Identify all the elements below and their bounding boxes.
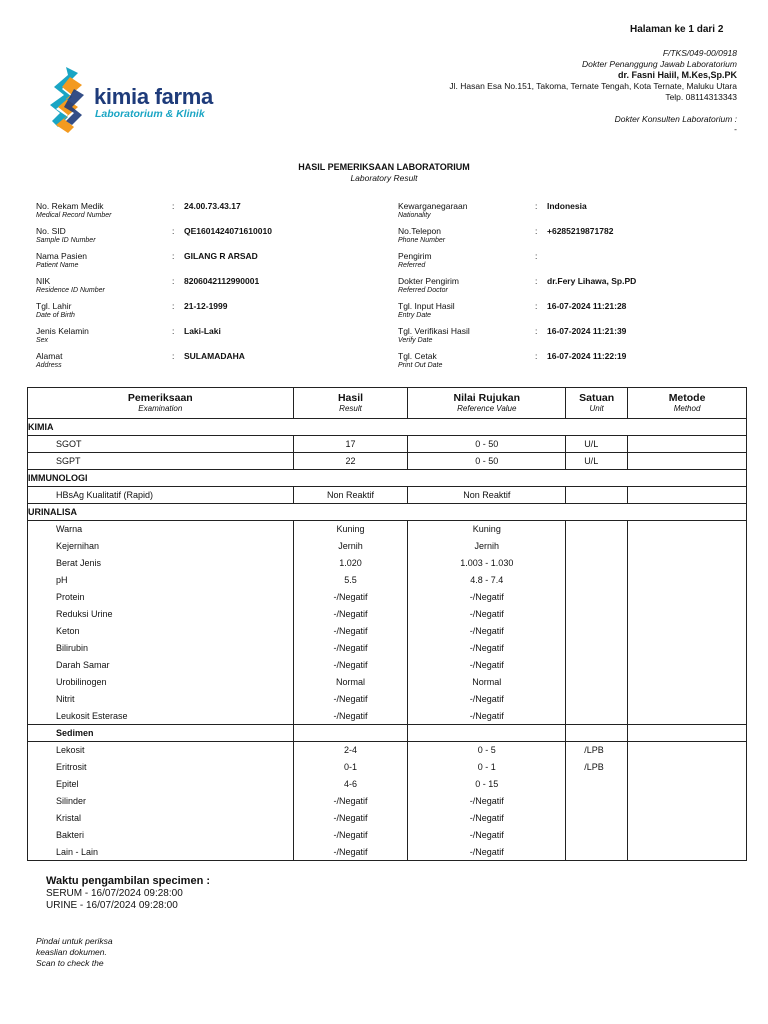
empty-cell — [408, 725, 566, 742]
info-sublabel: Patient Name — [36, 262, 79, 269]
info-sublabel: Print Out Date — [398, 362, 443, 369]
table-row — [28, 810, 747, 827]
table-row — [28, 521, 747, 538]
info-colon: : — [172, 301, 175, 311]
exam-unit: U/L — [566, 436, 628, 453]
exam-result: -/Negatif — [293, 640, 408, 657]
table-row — [28, 555, 747, 572]
info-colon: : — [172, 201, 175, 211]
exam-unit: /LPB — [566, 759, 628, 776]
exam-name: Kristal — [28, 810, 294, 827]
info-value: Indonesia — [547, 201, 587, 211]
exam-name: Nitrit — [28, 691, 294, 708]
exam-reference: Jernih — [408, 538, 566, 555]
exam-name: HBsAg Kualitatif (Rapid) — [28, 487, 294, 504]
exam-unit — [566, 623, 628, 640]
exam-result: 5.5 — [293, 572, 408, 589]
exam-reference: Non Reaktif — [408, 487, 566, 504]
result-table — [27, 387, 747, 861]
exam-method — [628, 827, 747, 844]
exam-unit — [566, 657, 628, 674]
exam-reference: 4.8 - 7.4 — [408, 572, 566, 589]
exam-method — [628, 589, 747, 606]
exam-method — [628, 521, 747, 538]
table-row — [28, 589, 747, 606]
exam-name: SGPT — [28, 453, 294, 470]
exam-unit — [566, 810, 628, 827]
exam-result: 17 — [293, 436, 408, 453]
info-label: Jenis Kelamin — [36, 326, 89, 336]
info-label: No. SID — [36, 226, 66, 236]
scan-note-line: keaslian dokumen. — [36, 947, 107, 957]
exam-reference: -/Negatif — [408, 657, 566, 674]
table-row — [28, 606, 747, 623]
table-row — [28, 657, 747, 674]
section-urinalisa — [28, 504, 747, 521]
header-method: Metode Method — [628, 388, 747, 419]
exam-result: 22 — [293, 453, 408, 470]
exam-result: -/Negatif — [293, 827, 408, 844]
exam-reference: Kuning — [408, 521, 566, 538]
table-row — [28, 623, 747, 640]
info-value: SULAMADAHA — [184, 351, 245, 361]
info-label: Pengirim — [398, 251, 432, 261]
table-row — [28, 691, 747, 708]
scan-note — [36, 936, 156, 969]
exam-method — [628, 708, 747, 725]
info-colon: : — [535, 326, 538, 336]
info-sublabel: Verify Date — [398, 337, 433, 344]
exam-name: Berat Jenis — [28, 555, 294, 572]
exam-name: Bakteri — [28, 827, 294, 844]
info-sublabel: Address — [36, 362, 62, 369]
info-value: 8206042112990001 — [184, 276, 260, 286]
info-label: Tgl. Input Hasil — [398, 301, 455, 311]
document-title: HASIL PEMERIKSAAN LABORATORIUM — [298, 162, 470, 172]
info-colon: : — [172, 326, 175, 336]
info-colon: : — [535, 351, 538, 361]
exam-unit — [566, 606, 628, 623]
exam-name: Reduksi Urine — [28, 606, 294, 623]
exam-name: SGOT — [28, 436, 294, 453]
exam-reference: -/Negatif — [408, 606, 566, 623]
exam-name: Protein — [28, 589, 294, 606]
exam-method — [628, 487, 747, 504]
exam-name: Leukosit Esterase — [28, 708, 294, 725]
info-sublabel: Nationality — [398, 212, 431, 219]
info-colon: : — [172, 276, 175, 286]
exam-method — [628, 572, 747, 589]
table-row — [28, 538, 747, 555]
info-colon: : — [535, 301, 538, 311]
empty-cell — [293, 725, 408, 742]
header-result: Hasil Result — [293, 388, 408, 419]
table-row — [28, 759, 747, 776]
exam-result: 4-6 — [293, 776, 408, 793]
page-number: Halaman ke 1 dari 2 — [630, 24, 724, 35]
document-subtitle: Laboratory Result — [350, 173, 418, 183]
exam-method — [628, 555, 747, 572]
exam-reference: 0 - 50 — [408, 436, 566, 453]
exam-name: Kejernihan — [28, 538, 294, 555]
info-sublabel: Date of Birth — [36, 312, 75, 319]
exam-result: 2-4 — [293, 742, 408, 759]
exam-method — [628, 759, 747, 776]
table-row — [28, 453, 747, 470]
table-row — [28, 572, 747, 589]
exam-reference: -/Negatif — [408, 827, 566, 844]
exam-unit — [566, 827, 628, 844]
empty-cell — [566, 725, 628, 742]
exam-unit — [566, 640, 628, 657]
exam-unit: U/L — [566, 453, 628, 470]
exam-name: Urobilinogen — [28, 674, 294, 691]
lab-doctor-name: dr. Fasni Haiil, M.Kes,Sp.PK — [617, 70, 737, 80]
exam-result: 1.020 — [293, 555, 408, 572]
exam-reference: -/Negatif — [408, 844, 566, 861]
info-colon: : — [535, 276, 538, 286]
exam-method — [628, 674, 747, 691]
info-sublabel: Referred Doctor — [398, 287, 448, 294]
info-label: Tgl. Cetak — [398, 351, 437, 361]
exam-unit — [566, 674, 628, 691]
exam-result: Non Reaktif — [293, 487, 408, 504]
info-colon: : — [535, 201, 538, 211]
info-label: Nama Pasien — [36, 251, 88, 261]
exam-result: -/Negatif — [293, 708, 408, 725]
exam-result: -/Negatif — [293, 793, 408, 810]
section-title: KIMIA — [28, 419, 747, 436]
info-value: 24.00.73.43.17 — [184, 201, 241, 211]
table-row — [28, 674, 747, 691]
info-colon: : — [535, 251, 538, 261]
section-title: IMMUNOLOGI — [28, 470, 747, 487]
table-header-row — [28, 388, 747, 419]
exam-reference: 1.003 - 1.030 — [408, 555, 566, 572]
kimia-farma-logo-icon — [48, 63, 90, 137]
info-value: GILANG R ARSAD — [184, 251, 258, 261]
table-row — [28, 708, 747, 725]
info-value: 16-07-2024 11:21:39 — [547, 326, 627, 336]
exam-name: Silinder — [28, 793, 294, 810]
exam-reference: -/Negatif — [408, 623, 566, 640]
header-examination: Pemeriksaan Examination — [28, 388, 294, 419]
info-value: 16-07-2024 11:21:28 — [547, 301, 627, 311]
exam-unit — [566, 844, 628, 861]
info-label: No. Rekam Medik — [36, 201, 104, 211]
table-row — [28, 827, 747, 844]
table-row — [28, 640, 747, 657]
table-row — [28, 844, 747, 861]
exam-name: Bilirubin — [28, 640, 294, 657]
exam-unit — [566, 538, 628, 555]
info-label: Tgl. Lahir — [36, 301, 72, 311]
scan-note-line: Pindai untuk periksa — [36, 936, 113, 946]
info-sublabel: Entry Date — [398, 312, 432, 319]
exam-reference: -/Negatif — [408, 589, 566, 606]
info-value: 16-07-2024 11:22:19 — [547, 351, 627, 361]
info-label: No.Telepon — [398, 226, 442, 236]
exam-reference: -/Negatif — [408, 793, 566, 810]
info-value: 21-12-1999 — [184, 301, 228, 311]
exam-unit — [566, 572, 628, 589]
exam-reference: 0 - 1 — [408, 759, 566, 776]
info-value: QE1601424071610010 — [184, 226, 272, 236]
info-colon: : — [172, 251, 175, 261]
exam-method — [628, 436, 747, 453]
exam-unit — [566, 708, 628, 725]
exam-name: pH — [28, 572, 294, 589]
specimen-serum: SERUM - 16/07/2024 09:28:00 — [46, 888, 183, 899]
exam-reference: 0 - 50 — [408, 453, 566, 470]
info-sublabel: Residence ID Number — [36, 287, 105, 294]
exam-name: Epitel — [28, 776, 294, 793]
exam-result: Jernih — [293, 538, 408, 555]
exam-result: -/Negatif — [293, 657, 408, 674]
exam-unit: /LPB — [566, 742, 628, 759]
info-colon: : — [535, 226, 538, 236]
specimen-urine: URINE - 16/07/2024 09:28:00 — [46, 900, 178, 911]
exam-unit — [566, 521, 628, 538]
exam-method — [628, 742, 747, 759]
exam-method — [628, 810, 747, 827]
table-row — [28, 436, 747, 453]
table-row — [28, 487, 747, 504]
exam-result: -/Negatif — [293, 844, 408, 861]
exam-reference: -/Negatif — [408, 810, 566, 827]
exam-method — [628, 453, 747, 470]
exam-unit — [566, 589, 628, 606]
exam-unit — [566, 793, 628, 810]
exam-reference: 0 - 15 — [408, 776, 566, 793]
exam-method — [628, 538, 747, 555]
header-unit: Satuan Unit — [566, 388, 628, 419]
exam-result: -/Negatif — [293, 623, 408, 640]
exam-name: Lekosit — [28, 742, 294, 759]
exam-result: 0-1 — [293, 759, 408, 776]
table-row — [28, 793, 747, 810]
info-sublabel: Medical Record Number — [36, 212, 112, 219]
exam-method — [628, 776, 747, 793]
exam-reference: -/Negatif — [408, 691, 566, 708]
exam-method — [628, 657, 747, 674]
section-title: Sedimen — [28, 725, 294, 742]
exam-unit — [566, 487, 628, 504]
exam-reference: 0 - 5 — [408, 742, 566, 759]
info-sublabel: Sex — [36, 337, 49, 344]
header-reference: Nilai Rujukan Reference Value — [408, 388, 566, 419]
brand-name: kimia farma — [94, 84, 213, 109]
brand-subtitle: Laboratorium & Klinik — [95, 108, 205, 120]
exam-unit — [566, 776, 628, 793]
info-label: Kewarganegaraan — [398, 201, 468, 211]
info-sublabel: Sample ID Number — [36, 237, 96, 244]
exam-result: -/Negatif — [293, 606, 408, 623]
exam-name: Eritrosit — [28, 759, 294, 776]
exam-method — [628, 691, 747, 708]
scan-note-line: Scan to check the — [36, 958, 104, 968]
exam-result: -/Negatif — [293, 589, 408, 606]
exam-method — [628, 623, 747, 640]
lab-phone: Telp. 08114313343 — [665, 92, 737, 102]
exam-method — [628, 793, 747, 810]
specimen-title: Waktu pengambilan specimen : — [46, 875, 211, 887]
exam-name: Lain - Lain — [28, 844, 294, 861]
exam-method — [628, 606, 747, 623]
section-sedimen — [28, 725, 747, 742]
lab-address: Jl. Hasan Esa No.151, Takoma, Ternate Tengah, Kota Ternate, Maluku Utara — [449, 81, 737, 91]
exam-reference: -/Negatif — [408, 640, 566, 657]
section-immunologi — [28, 470, 747, 487]
lab-doctor-caption: Dokter Penanggung Jawab Laboratorium — [582, 59, 737, 69]
exam-result: -/Negatif — [293, 691, 408, 708]
exam-unit — [566, 691, 628, 708]
info-label: Alamat — [36, 351, 63, 361]
info-value: dr.Fery Lihawa, Sp.PD — [547, 276, 637, 286]
info-value: +6285219871782 — [547, 226, 614, 236]
exam-name: Darah Samar — [28, 657, 294, 674]
section-title: URINALISA — [28, 504, 747, 521]
exam-result: Normal — [293, 674, 408, 691]
exam-reference: Normal — [408, 674, 566, 691]
info-colon: : — [172, 226, 175, 236]
exam-method — [628, 844, 747, 861]
table-row — [28, 742, 747, 759]
exam-name: Warna — [28, 521, 294, 538]
info-sublabel: Phone Number — [398, 237, 446, 244]
exam-unit — [566, 555, 628, 572]
info-colon: : — [172, 351, 175, 361]
info-label: NIK — [36, 276, 51, 286]
info-label: Tgl. Verifikasi Hasil — [398, 326, 470, 336]
consultant-caption: Dokter Konsulten Laboratorium : — [614, 114, 737, 124]
info-sublabel: Referred — [398, 262, 426, 269]
table-row — [28, 776, 747, 793]
exam-reference: -/Negatif — [408, 708, 566, 725]
empty-cell — [628, 725, 747, 742]
info-value: Laki-Laki — [184, 326, 221, 336]
consultant-value: - — [734, 124, 737, 134]
exam-result: -/Negatif — [293, 810, 408, 827]
exam-method — [628, 640, 747, 657]
section-kimia — [28, 419, 747, 436]
form-code: F/TKS/049-00/0918 — [662, 48, 737, 58]
info-label: Dokter Pengirim — [398, 276, 459, 286]
exam-name: Keton — [28, 623, 294, 640]
exam-result: Kuning — [293, 521, 408, 538]
